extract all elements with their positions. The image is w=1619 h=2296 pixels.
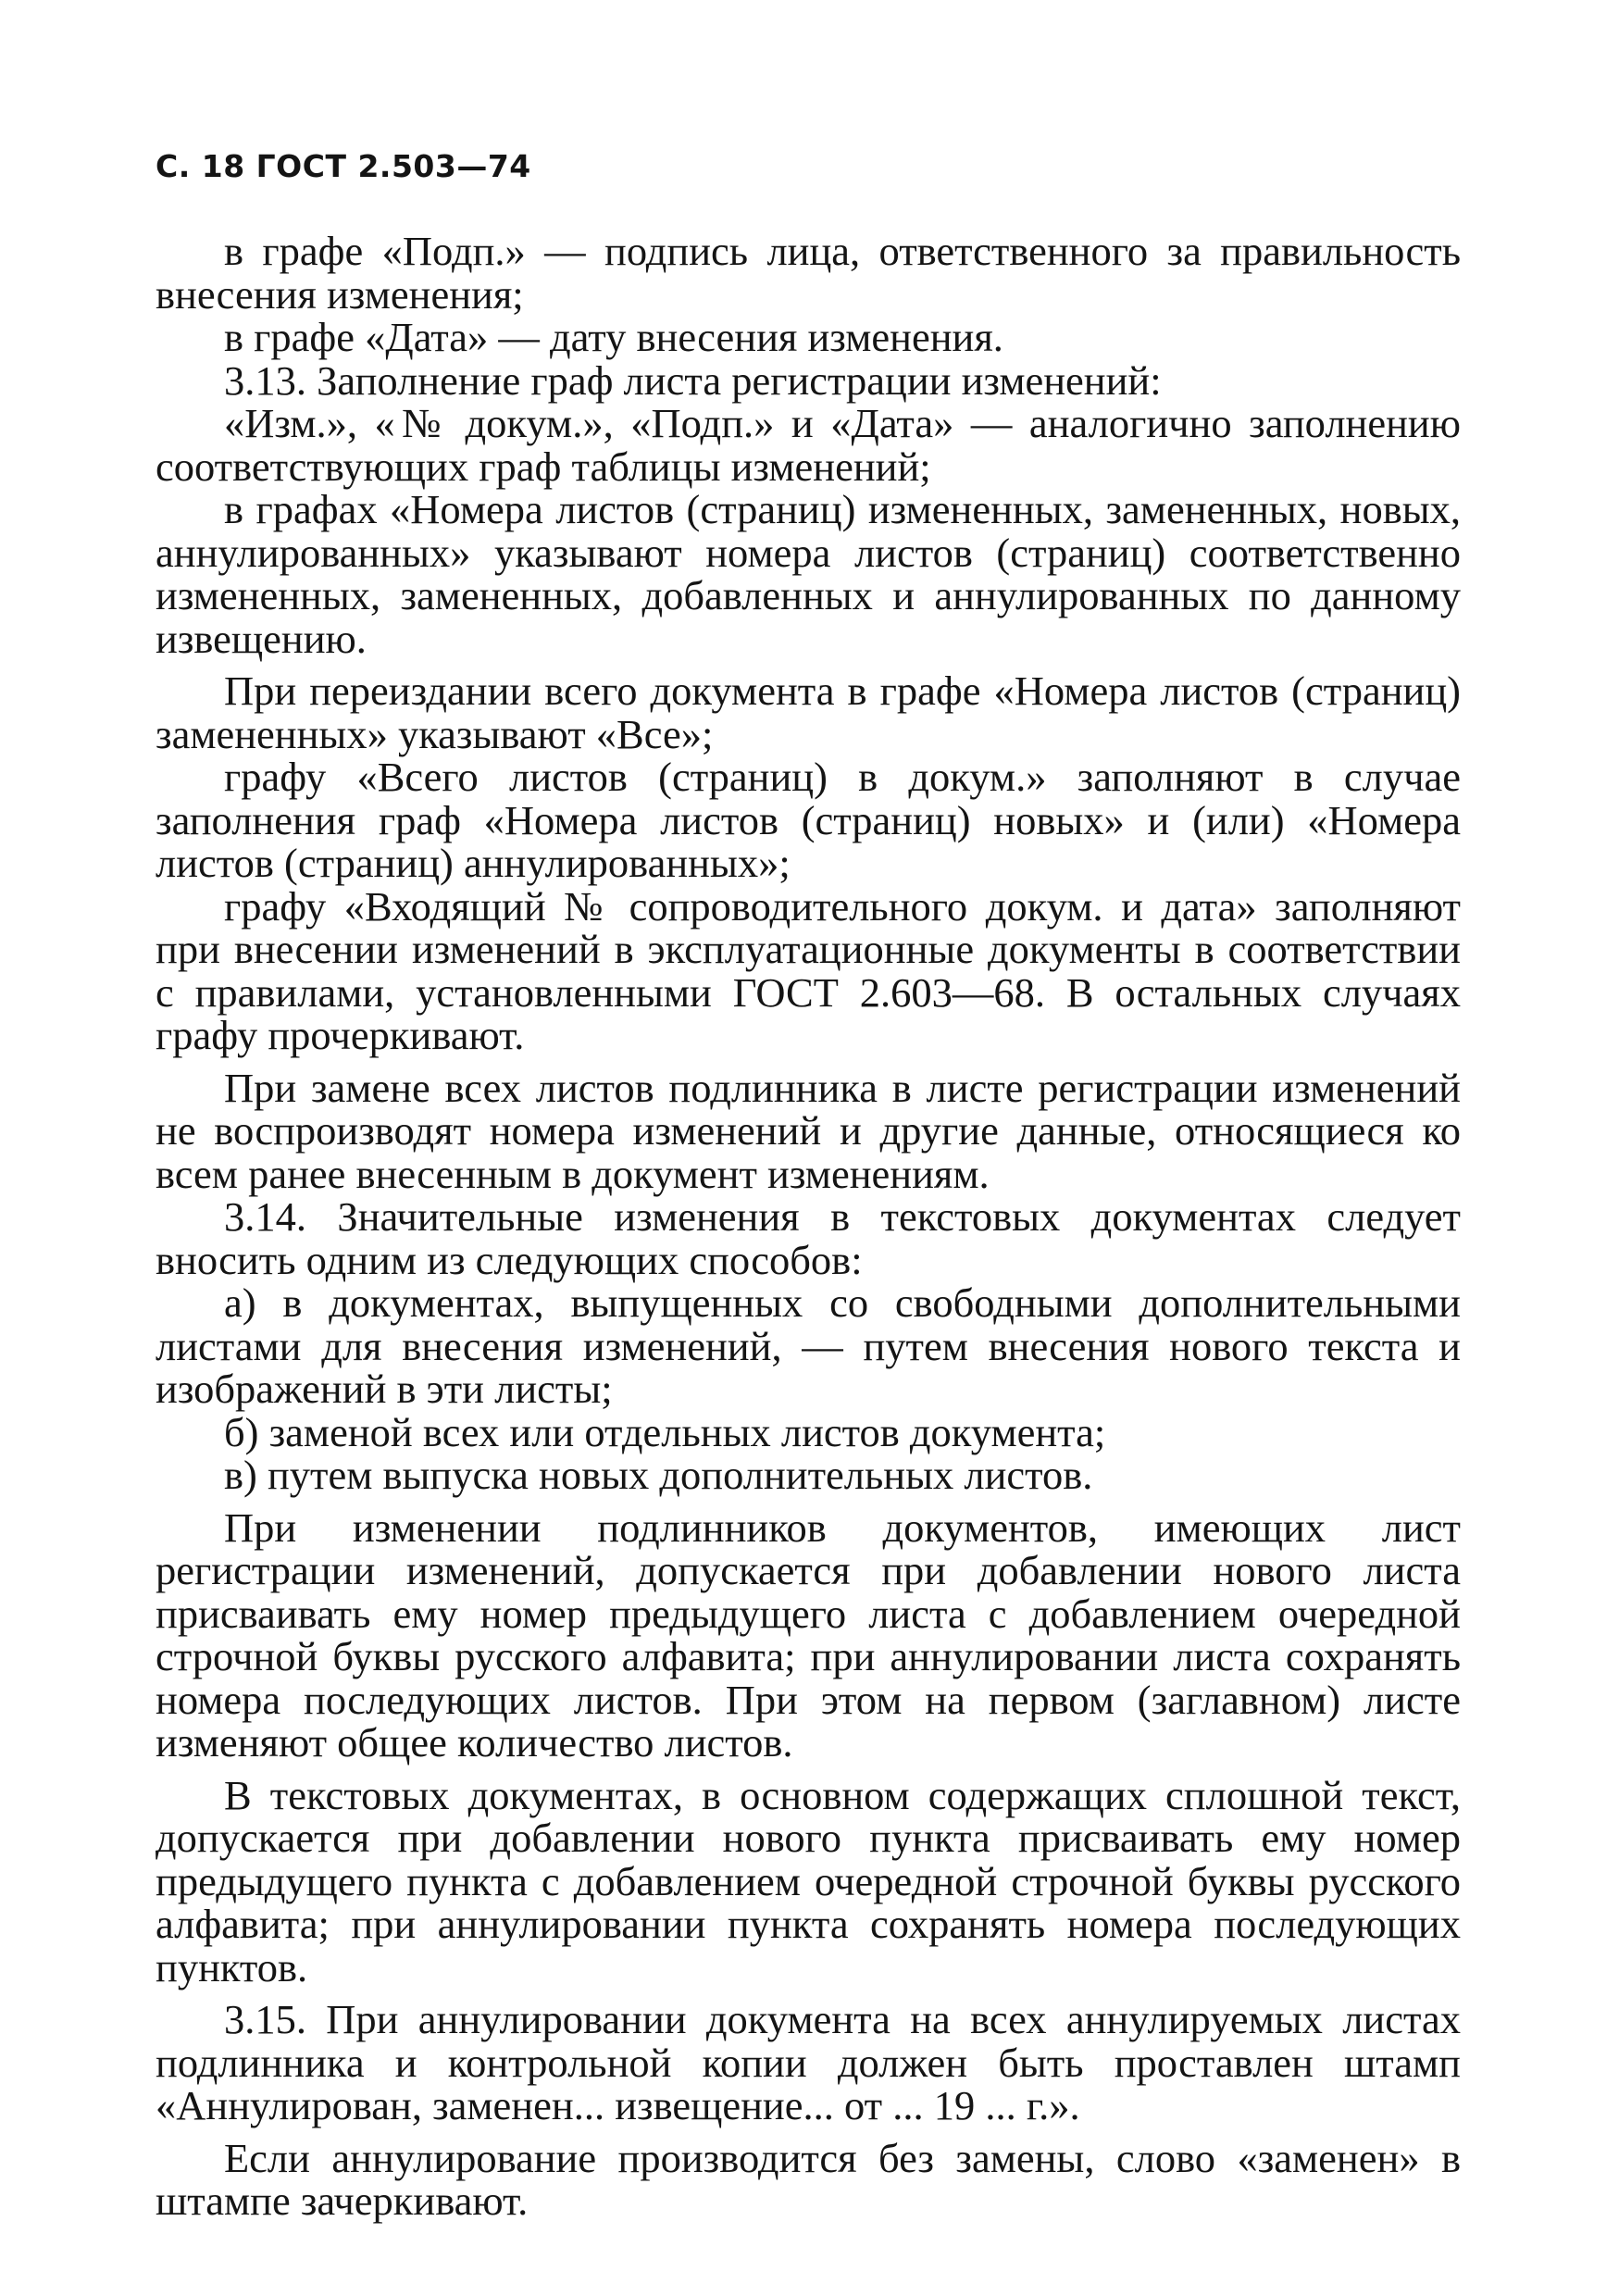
paragraph-total-sheets: графу «Всего листов (страниц) в докум.» заполняют в случае заполнения граф «Номера листов (страниц) новых» и (или) «Номера листов (страниц) аннулированных»; [156,754,1461,886]
clause-3-15: 3.15. При аннулировании документа на всех аннулируемых листах подлинника и контрольной копии должен быть проставлен штамп «Аннулирован, заменен... извещение... от ... 19 ... г.». [156,1996,1461,2128]
list-item-a: а) в документах, выпущенных со свободными дополнительными листами для внесения изменений, — путем внесения нового текста и изображений в эти листы; [156,1279,1461,1412]
paragraph-originals-change: При изменении подлинников документов, имеющих лист регистрации изменений, допускается при добавлении нового листа присваивать ему номер предыдущего листа с добавлением очередной строчной буквы русского алфавита; при аннулировании листа сохранять номера последующих листов. При этом на первом (заглавном) листе изменяют общее количество листов. [156,1504,1461,1766]
paragraph-signature-column: в графе «Подп.» — подпись лица, ответственного за правильность внесения изменения; [156,228,1461,318]
clause-3-13: 3.13. Заполнение граф листа регистрации изменений: [224,356,1162,404]
paragraph-cancel-no-replace: Если аннулирование производится без замены, слово «заменен» в штампе зачеркивают. [156,2134,1461,2224]
page-header: С. 18 ГОСТ 2.503—74 [156,148,531,184]
paragraph-text-documents: В текстовых документах, в основном содержащих сплошной текст, допускается при добавлении нового пункта присваивать ему номер предыдущего пункта с добавлением очередной строчной буквы русского алфавита; при аннулировании пункта сохранять номера последующих пунктов. [156,1771,1461,1990]
list-item-b: б) заменой всех или отдельных листов документа; [224,1408,1106,1455]
clause-3-14: 3.14. Значительные изменения в текстовых документах следует вносить одним из следующих способов: [156,1193,1461,1283]
paragraph-columns-fill: «Изм.», «№ докум.», «Подп.» и «Дата» — аналогично заполнению соответствующих граф таблицы изменений; [156,400,1461,490]
body-text [156,230,1461,2223]
list-item-v: в) путем выпуска новых дополнительных листов. [224,1452,1093,1498]
paragraph-date-column: в графе «Дата» — дату внесения изменения. [224,314,1003,360]
paragraph-replace-all: При замене всех листов подлинника в листе регистрации изменений не воспроизводят номера изменений и другие данные, относящиеся ко всем ранее внесенным в документ изменениям. [156,1064,1461,1197]
paragraph-reissue: При переиздании всего документа в графе «Номера листов (страниц) замененных» указывают «Все»; [156,668,1461,757]
paragraph-sheet-numbers: в графах «Номера листов (страниц) измененных, замененных, новых, аннулированных» указывают номера листов (страниц) соответственно измененных, замененных, добавленных и аннулированных по данному извещению. [156,486,1461,662]
paragraph-incoming-doc: графу «Входящий № сопроводительного докум. и дата» заполняют при внесении изменений в эксплуатационные документы в соответствии с правилами, установленными ГОСТ 2.603—68. В остальных случаях графу прочеркивают. [156,882,1461,1058]
